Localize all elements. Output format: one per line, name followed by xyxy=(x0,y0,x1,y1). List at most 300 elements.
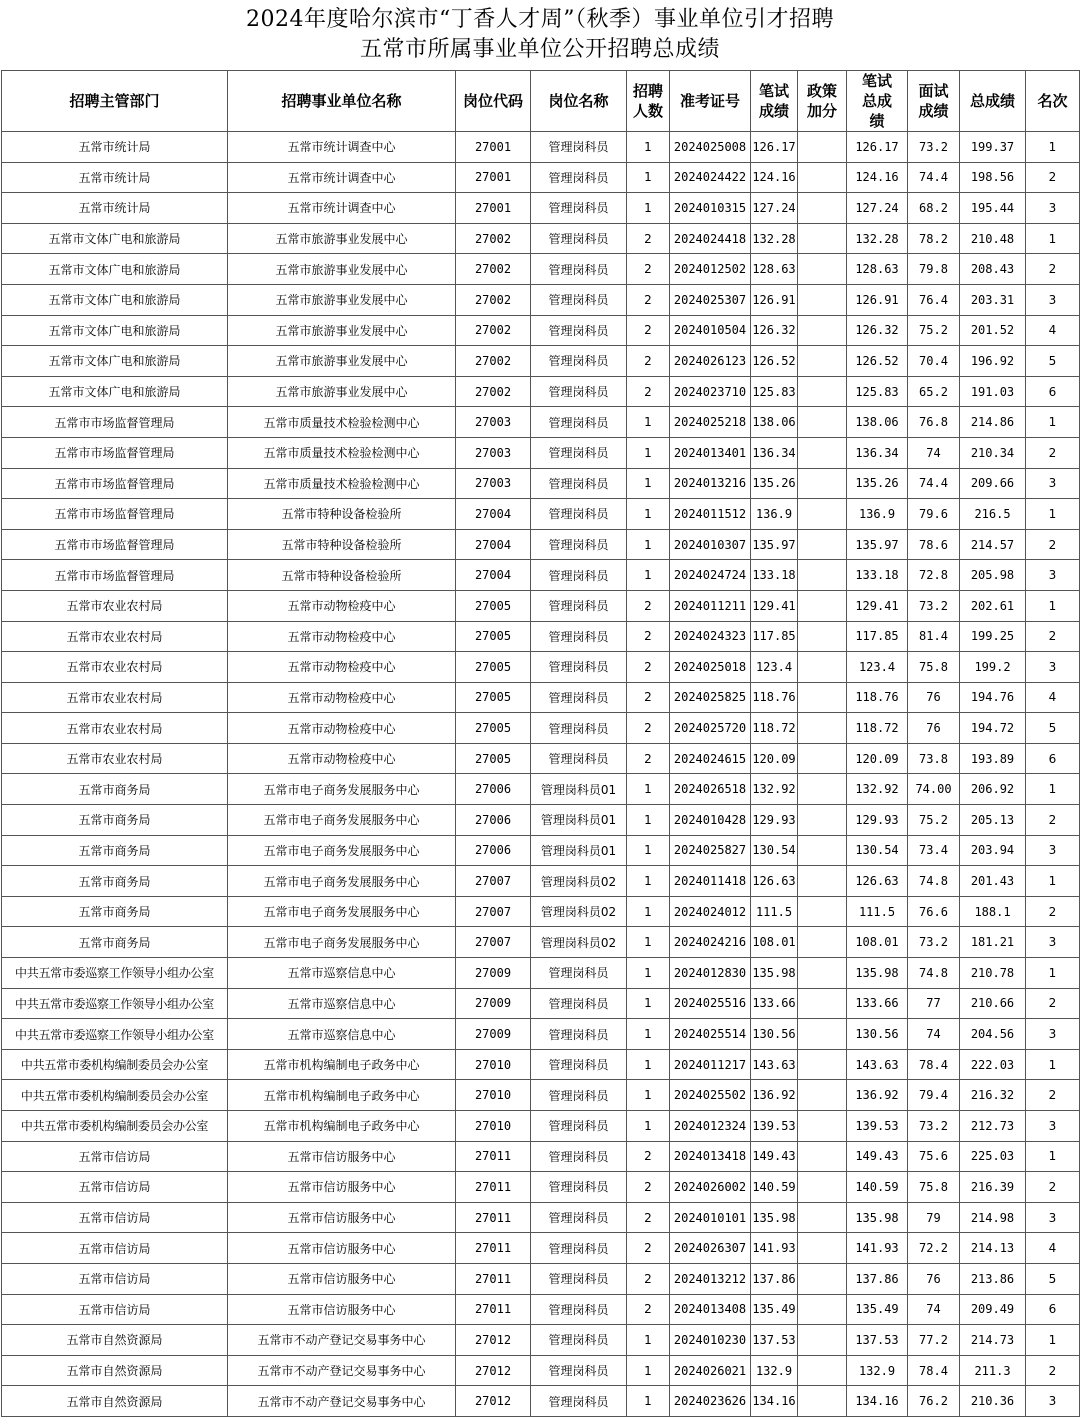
table-row xyxy=(2,1049,1080,1080)
cell-written-total: 129.41 xyxy=(847,590,908,621)
cell-written-total: 127.24 xyxy=(847,193,908,224)
cell-post-code: 27012 xyxy=(456,1386,531,1417)
header-policy-bonus: 政策加分 xyxy=(798,71,847,132)
cell-quota: 1 xyxy=(627,437,670,468)
cell-department: 五常市市场监督管理局 xyxy=(2,468,228,499)
cell-quota: 2 xyxy=(627,223,670,254)
cell-policy-bonus xyxy=(798,346,847,377)
cell-total-score: 214.73 xyxy=(960,1325,1026,1356)
cell-interview-score: 75.8 xyxy=(908,652,960,683)
cell-unit-name: 五常市统计调查中心 xyxy=(228,162,456,193)
cell-written-score: 136.92 xyxy=(751,1080,798,1111)
cell-unit-name: 五常市信访服务中心 xyxy=(228,1141,456,1172)
cell-written-total: 137.53 xyxy=(847,1325,908,1356)
cell-department: 五常市文体广电和旅游局 xyxy=(2,254,228,285)
cell-unit-name: 五常市信访服务中心 xyxy=(228,1202,456,1233)
cell-unit-name: 五常市质量技术检验检测中心 xyxy=(228,407,456,438)
table-row xyxy=(2,1080,1080,1111)
header-post-code: 岗位代码 xyxy=(456,71,531,132)
cell-written-total: 135.98 xyxy=(847,1202,908,1233)
cell-department: 五常市信访局 xyxy=(2,1294,228,1325)
cell-post-name: 管理岗科员 xyxy=(531,560,627,591)
cell-quota: 2 xyxy=(627,682,670,713)
cell-rank: 1 xyxy=(1026,1141,1080,1172)
table-row xyxy=(2,1111,1080,1142)
cell-written-score: 135.98 xyxy=(751,1202,798,1233)
cell-total-score: 225.03 xyxy=(960,1141,1026,1172)
cell-interview-score: 78.4 xyxy=(908,1049,960,1080)
cell-total-score: 196.92 xyxy=(960,346,1026,377)
cell-post-code: 27012 xyxy=(456,1325,531,1356)
cell-written-total: 133.18 xyxy=(847,560,908,591)
cell-total-score: 188.1 xyxy=(960,896,1026,927)
cell-department: 五常市商务局 xyxy=(2,805,228,836)
cell-department: 五常市文体广电和旅游局 xyxy=(2,315,228,346)
cell-interview-score: 76 xyxy=(908,713,960,744)
cell-department: 中共五常市委机构编制委员会办公室 xyxy=(2,1080,228,1111)
cell-post-name: 管理岗科员 xyxy=(531,1111,627,1142)
cell-interview-score: 75.8 xyxy=(908,1172,960,1203)
cell-post-name: 管理岗科员 xyxy=(531,193,627,224)
cell-post-code: 27006 xyxy=(456,835,531,866)
cell-ticket-number: 2024012502 xyxy=(670,254,751,285)
cell-written-total: 140.59 xyxy=(847,1172,908,1203)
cell-ticket-number: 2024025307 xyxy=(670,284,751,315)
cell-quota: 1 xyxy=(627,193,670,224)
cell-total-score: 210.34 xyxy=(960,437,1026,468)
table-row xyxy=(2,560,1080,591)
cell-unit-name: 五常市机构编制电子政务中心 xyxy=(228,1080,456,1111)
cell-ticket-number: 2024024422 xyxy=(670,162,751,193)
cell-written-score: 132.28 xyxy=(751,223,798,254)
cell-department: 五常市市场监督管理局 xyxy=(2,560,228,591)
cell-written-score: 128.63 xyxy=(751,254,798,285)
cell-unit-name: 五常市不动产登记交易事务中心 xyxy=(228,1325,456,1356)
cell-post-code: 27002 xyxy=(456,376,531,407)
cell-quota: 1 xyxy=(627,835,670,866)
cell-written-total: 130.54 xyxy=(847,835,908,866)
cell-department: 五常市市场监督管理局 xyxy=(2,529,228,560)
header-rank: 名次 xyxy=(1026,71,1080,132)
cell-unit-name: 五常市质量技术检验检测中心 xyxy=(228,437,456,468)
cell-interview-score: 70.4 xyxy=(908,346,960,377)
cell-post-code: 27010 xyxy=(456,1111,531,1142)
cell-total-score: 210.36 xyxy=(960,1386,1026,1417)
cell-written-total: 132.9 xyxy=(847,1355,908,1386)
cell-post-code: 27011 xyxy=(456,1263,531,1294)
cell-written-total: 137.86 xyxy=(847,1263,908,1294)
cell-department: 五常市市场监督管理局 xyxy=(2,407,228,438)
cell-department: 五常市商务局 xyxy=(2,774,228,805)
cell-total-score: 214.86 xyxy=(960,407,1026,438)
cell-post-name: 管理岗科员 xyxy=(531,162,627,193)
cell-policy-bonus xyxy=(798,1263,847,1294)
cell-post-name: 管理岗科员 xyxy=(531,1386,627,1417)
table-row xyxy=(2,652,1080,683)
cell-ticket-number: 2024025827 xyxy=(670,835,751,866)
cell-interview-score: 77.2 xyxy=(908,1325,960,1356)
table-body xyxy=(2,132,1080,1417)
cell-post-name: 管理岗科员 xyxy=(531,1202,627,1233)
cell-total-score: 195.44 xyxy=(960,193,1026,224)
cell-total-score: 210.66 xyxy=(960,988,1026,1019)
cell-post-name: 管理岗科员 xyxy=(531,437,627,468)
table-row xyxy=(2,1019,1080,1050)
cell-department: 中共五常市委巡察工作领导小组办公室 xyxy=(2,1019,228,1050)
cell-total-score: 199.2 xyxy=(960,652,1026,683)
cell-policy-bonus xyxy=(798,835,847,866)
cell-quota: 2 xyxy=(627,1172,670,1203)
cell-post-code: 27006 xyxy=(456,805,531,836)
cell-post-name: 管理岗科员 xyxy=(531,958,627,989)
cell-quota: 2 xyxy=(627,1202,670,1233)
cell-post-name: 管理岗科员 xyxy=(531,1172,627,1203)
cell-interview-score: 73.2 xyxy=(908,1111,960,1142)
cell-post-code: 27005 xyxy=(456,713,531,744)
table-row xyxy=(2,1325,1080,1356)
cell-unit-name: 五常市旅游事业发展中心 xyxy=(228,284,456,315)
cell-post-name: 管理岗科员 xyxy=(531,284,627,315)
cell-unit-name: 五常市不动产登记交易事务中心 xyxy=(228,1386,456,1417)
table-row xyxy=(2,193,1080,224)
cell-total-score: 194.76 xyxy=(960,682,1026,713)
cell-ticket-number: 2024024418 xyxy=(670,223,751,254)
table-row xyxy=(2,805,1080,836)
cell-written-score: 136.9 xyxy=(751,499,798,530)
cell-written-score: 117.85 xyxy=(751,621,798,652)
table-row xyxy=(2,132,1080,163)
table-row xyxy=(2,254,1080,285)
cell-rank: 1 xyxy=(1026,407,1080,438)
table-row xyxy=(2,1263,1080,1294)
cell-policy-bonus xyxy=(798,1019,847,1050)
cell-policy-bonus xyxy=(798,376,847,407)
cell-written-score: 124.16 xyxy=(751,162,798,193)
cell-ticket-number: 2024010307 xyxy=(670,529,751,560)
cell-interview-score: 78.6 xyxy=(908,529,960,560)
cell-post-name: 管理岗科员 xyxy=(531,407,627,438)
cell-interview-score: 78.4 xyxy=(908,1355,960,1386)
cell-unit-name: 五常市旅游事业发展中心 xyxy=(228,376,456,407)
cell-policy-bonus xyxy=(798,1172,847,1203)
cell-post-name: 管理岗科员 xyxy=(531,988,627,1019)
table-row xyxy=(2,1233,1080,1264)
cell-post-name: 管理岗科员 xyxy=(531,376,627,407)
cell-written-score: 118.72 xyxy=(751,713,798,744)
cell-ticket-number: 2024026518 xyxy=(670,774,751,805)
cell-ticket-number: 2024010504 xyxy=(670,315,751,346)
table-row xyxy=(2,896,1080,927)
cell-rank: 5 xyxy=(1026,713,1080,744)
cell-total-score: 216.5 xyxy=(960,499,1026,530)
cell-quota: 2 xyxy=(627,254,670,285)
cell-interview-score: 73.2 xyxy=(908,590,960,621)
cell-written-score: 125.83 xyxy=(751,376,798,407)
title-line-1: 2024年度哈尔滨市“丁香人才周”（秋季）事业单位引才招聘 xyxy=(246,7,834,32)
cell-rank: 3 xyxy=(1026,468,1080,499)
cell-quota: 1 xyxy=(627,1386,670,1417)
cell-ticket-number: 2024011418 xyxy=(670,866,751,897)
cell-unit-name: 五常市巡察信息中心 xyxy=(228,988,456,1019)
cell-written-score: 129.41 xyxy=(751,590,798,621)
cell-policy-bonus xyxy=(798,774,847,805)
header-unit-name: 招聘事业单位名称 xyxy=(228,71,456,132)
cell-quota: 2 xyxy=(627,1141,670,1172)
cell-quota: 2 xyxy=(627,376,670,407)
cell-interview-score: 81.4 xyxy=(908,621,960,652)
cell-rank: 2 xyxy=(1026,437,1080,468)
cell-post-code: 27010 xyxy=(456,1080,531,1111)
cell-total-score: 205.13 xyxy=(960,805,1026,836)
cell-written-total: 128.63 xyxy=(847,254,908,285)
cell-ticket-number: 2024025008 xyxy=(670,132,751,163)
cell-rank: 2 xyxy=(1026,254,1080,285)
cell-written-score: 111.5 xyxy=(751,896,798,927)
cell-interview-score: 76.2 xyxy=(908,1386,960,1417)
cell-policy-bonus xyxy=(798,958,847,989)
cell-total-score: 210.78 xyxy=(960,958,1026,989)
cell-quota: 2 xyxy=(627,346,670,377)
cell-unit-name: 五常市电子商务发展服务中心 xyxy=(228,805,456,836)
cell-rank: 1 xyxy=(1026,590,1080,621)
header-total-score: 总成绩 xyxy=(960,71,1026,132)
cell-unit-name: 五常市动物检疫中心 xyxy=(228,652,456,683)
cell-rank: 1 xyxy=(1026,499,1080,530)
table-row xyxy=(2,1294,1080,1325)
cell-interview-score: 74 xyxy=(908,1019,960,1050)
cell-ticket-number: 2024025825 xyxy=(670,682,751,713)
cell-rank: 1 xyxy=(1026,774,1080,805)
cell-post-name: 管理岗科员 xyxy=(531,590,627,621)
cell-unit-name: 五常市质量技术检验检测中心 xyxy=(228,468,456,499)
cell-total-score: 206.92 xyxy=(960,774,1026,805)
cell-post-code: 27002 xyxy=(456,223,531,254)
cell-quota: 1 xyxy=(627,988,670,1019)
cell-post-code: 27005 xyxy=(456,590,531,621)
cell-total-score: 212.73 xyxy=(960,1111,1026,1142)
cell-quota: 1 xyxy=(627,927,670,958)
cell-rank: 5 xyxy=(1026,346,1080,377)
cell-post-code: 27009 xyxy=(456,988,531,1019)
cell-department: 五常市文体广电和旅游局 xyxy=(2,284,228,315)
cell-ticket-number: 2024026123 xyxy=(670,346,751,377)
cell-department: 五常市农业农村局 xyxy=(2,590,228,621)
cell-policy-bonus xyxy=(798,132,847,163)
cell-department: 中共五常市委机构编制委员会办公室 xyxy=(2,1111,228,1142)
cell-total-score: 214.57 xyxy=(960,529,1026,560)
cell-policy-bonus xyxy=(798,468,847,499)
cell-post-name: 管理岗科员 xyxy=(531,713,627,744)
cell-ticket-number: 2024010230 xyxy=(670,1325,751,1356)
cell-unit-name: 五常市电子商务发展服务中心 xyxy=(228,927,456,958)
cell-written-total: 124.16 xyxy=(847,162,908,193)
cell-department: 五常市商务局 xyxy=(2,896,228,927)
cell-ticket-number: 2024013418 xyxy=(670,1141,751,1172)
cell-written-total: 126.91 xyxy=(847,284,908,315)
cell-written-score: 139.53 xyxy=(751,1111,798,1142)
cell-ticket-number: 2024023710 xyxy=(670,376,751,407)
cell-quota: 1 xyxy=(627,958,670,989)
cell-policy-bonus xyxy=(798,162,847,193)
cell-post-name: 管理岗科员02 xyxy=(531,927,627,958)
cell-total-score: 199.37 xyxy=(960,132,1026,163)
cell-rank: 4 xyxy=(1026,682,1080,713)
table-row xyxy=(2,866,1080,897)
cell-post-name: 管理岗科员 xyxy=(531,1263,627,1294)
cell-rank: 3 xyxy=(1026,1019,1080,1050)
cell-written-total: 126.52 xyxy=(847,346,908,377)
cell-post-name: 管理岗科员 xyxy=(531,132,627,163)
cell-post-code: 27003 xyxy=(456,468,531,499)
cell-rank: 2 xyxy=(1026,1172,1080,1203)
cell-policy-bonus xyxy=(798,682,847,713)
cell-post-code: 27011 xyxy=(456,1294,531,1325)
cell-policy-bonus xyxy=(798,927,847,958)
cell-policy-bonus xyxy=(798,652,847,683)
cell-post-code: 27011 xyxy=(456,1141,531,1172)
cell-post-name: 管理岗科员 xyxy=(531,652,627,683)
cell-written-score: 130.56 xyxy=(751,1019,798,1050)
cell-ticket-number: 2024025720 xyxy=(670,713,751,744)
cell-post-name: 管理岗科员 xyxy=(531,315,627,346)
results-table xyxy=(1,70,1080,1417)
cell-rank: 2 xyxy=(1026,162,1080,193)
cell-interview-score: 79.4 xyxy=(908,1080,960,1111)
cell-interview-score: 76 xyxy=(908,1263,960,1294)
cell-post-code: 27002 xyxy=(456,315,531,346)
cell-written-total: 108.01 xyxy=(847,927,908,958)
cell-interview-score: 75.2 xyxy=(908,805,960,836)
cell-post-code: 27001 xyxy=(456,132,531,163)
cell-unit-name: 五常市电子商务发展服务中心 xyxy=(228,774,456,805)
cell-unit-name: 五常市信访服务中心 xyxy=(228,1294,456,1325)
table-row xyxy=(2,988,1080,1019)
cell-post-name: 管理岗科员 xyxy=(531,1355,627,1386)
cell-total-score: 201.43 xyxy=(960,866,1026,897)
cell-rank: 3 xyxy=(1026,193,1080,224)
cell-rank: 2 xyxy=(1026,1355,1080,1386)
cell-interview-score: 74.4 xyxy=(908,162,960,193)
cell-post-code: 27010 xyxy=(456,1049,531,1080)
cell-quota: 1 xyxy=(627,162,670,193)
cell-rank: 3 xyxy=(1026,560,1080,591)
cell-quota: 2 xyxy=(627,713,670,744)
cell-unit-name: 五常市动物检疫中心 xyxy=(228,743,456,774)
cell-post-name: 管理岗科员01 xyxy=(531,805,627,836)
cell-unit-name: 五常市信访服务中心 xyxy=(228,1172,456,1203)
cell-written-score: 135.97 xyxy=(751,529,798,560)
cell-written-score: 149.43 xyxy=(751,1141,798,1172)
cell-post-name: 管理岗科员 xyxy=(531,743,627,774)
header-written-total: 笔试总成绩 xyxy=(847,71,908,132)
cell-written-score: 132.9 xyxy=(751,1355,798,1386)
cell-written-total: 143.63 xyxy=(847,1049,908,1080)
cell-quota: 2 xyxy=(627,1233,670,1264)
header-ticket-number: 准考证号 xyxy=(670,71,751,132)
cell-written-score: 135.98 xyxy=(751,958,798,989)
cell-department: 五常市信访局 xyxy=(2,1263,228,1294)
cell-post-code: 27002 xyxy=(456,284,531,315)
cell-unit-name: 五常市特种设备检验所 xyxy=(228,560,456,591)
cell-rank: 1 xyxy=(1026,132,1080,163)
cell-written-total: 141.93 xyxy=(847,1233,908,1264)
cell-policy-bonus xyxy=(798,621,847,652)
cell-rank: 2 xyxy=(1026,529,1080,560)
cell-policy-bonus xyxy=(798,713,847,744)
cell-department: 五常市统计局 xyxy=(2,162,228,193)
cell-ticket-number: 2024025018 xyxy=(670,652,751,683)
cell-post-code: 27005 xyxy=(456,652,531,683)
cell-post-code: 27003 xyxy=(456,407,531,438)
table-row xyxy=(2,1355,1080,1386)
cell-unit-name: 五常市旅游事业发展中心 xyxy=(228,223,456,254)
cell-post-code: 27003 xyxy=(456,437,531,468)
cell-quota: 2 xyxy=(627,1294,670,1325)
cell-written-score: 137.86 xyxy=(751,1263,798,1294)
cell-interview-score: 75.6 xyxy=(908,1141,960,1172)
cell-policy-bonus xyxy=(798,284,847,315)
cell-department: 中共五常市委巡察工作领导小组办公室 xyxy=(2,988,228,1019)
table-row xyxy=(2,376,1080,407)
cell-total-score: 216.32 xyxy=(960,1080,1026,1111)
cell-quota: 1 xyxy=(627,1355,670,1386)
cell-policy-bonus xyxy=(798,529,847,560)
cell-policy-bonus xyxy=(798,1233,847,1264)
cell-unit-name: 五常市巡察信息中心 xyxy=(228,958,456,989)
cell-written-total: 135.97 xyxy=(847,529,908,560)
cell-quota: 1 xyxy=(627,407,670,438)
cell-quota: 1 xyxy=(627,1049,670,1080)
cell-interview-score: 74 xyxy=(908,1294,960,1325)
cell-written-total: 138.06 xyxy=(847,407,908,438)
cell-total-score: 209.49 xyxy=(960,1294,1026,1325)
cell-quota: 1 xyxy=(627,132,670,163)
cell-department: 五常市信访局 xyxy=(2,1141,228,1172)
cell-total-score: 202.61 xyxy=(960,590,1026,621)
cell-policy-bonus xyxy=(798,896,847,927)
cell-total-score: 193.89 xyxy=(960,743,1026,774)
cell-post-code: 27011 xyxy=(456,1233,531,1264)
cell-rank: 3 xyxy=(1026,1111,1080,1142)
table-row xyxy=(2,927,1080,958)
cell-policy-bonus xyxy=(798,437,847,468)
cell-written-total: 135.98 xyxy=(847,958,908,989)
cell-unit-name: 五常市特种设备检验所 xyxy=(228,499,456,530)
cell-department: 五常市农业农村局 xyxy=(2,743,228,774)
cell-written-score: 118.76 xyxy=(751,682,798,713)
cell-ticket-number: 2024025514 xyxy=(670,1019,751,1050)
cell-interview-score: 72.8 xyxy=(908,560,960,591)
cell-ticket-number: 2024010315 xyxy=(670,193,751,224)
cell-interview-score: 79 xyxy=(908,1202,960,1233)
cell-unit-name: 五常市机构编制电子政务中心 xyxy=(228,1111,456,1142)
cell-interview-score: 73.4 xyxy=(908,835,960,866)
cell-ticket-number: 2024024012 xyxy=(670,896,751,927)
cell-written-total: 136.9 xyxy=(847,499,908,530)
cell-department: 五常市信访局 xyxy=(2,1172,228,1203)
cell-unit-name: 五常市巡察信息中心 xyxy=(228,1019,456,1050)
cell-quota: 1 xyxy=(627,1019,670,1050)
cell-total-score: 191.03 xyxy=(960,376,1026,407)
cell-quota: 1 xyxy=(627,529,670,560)
cell-policy-bonus xyxy=(798,223,847,254)
table-row xyxy=(2,590,1080,621)
cell-department: 五常市市场监督管理局 xyxy=(2,499,228,530)
cell-interview-score: 73.2 xyxy=(908,927,960,958)
cell-total-score: 203.31 xyxy=(960,284,1026,315)
table-row xyxy=(2,529,1080,560)
cell-written-score: 126.63 xyxy=(751,866,798,897)
